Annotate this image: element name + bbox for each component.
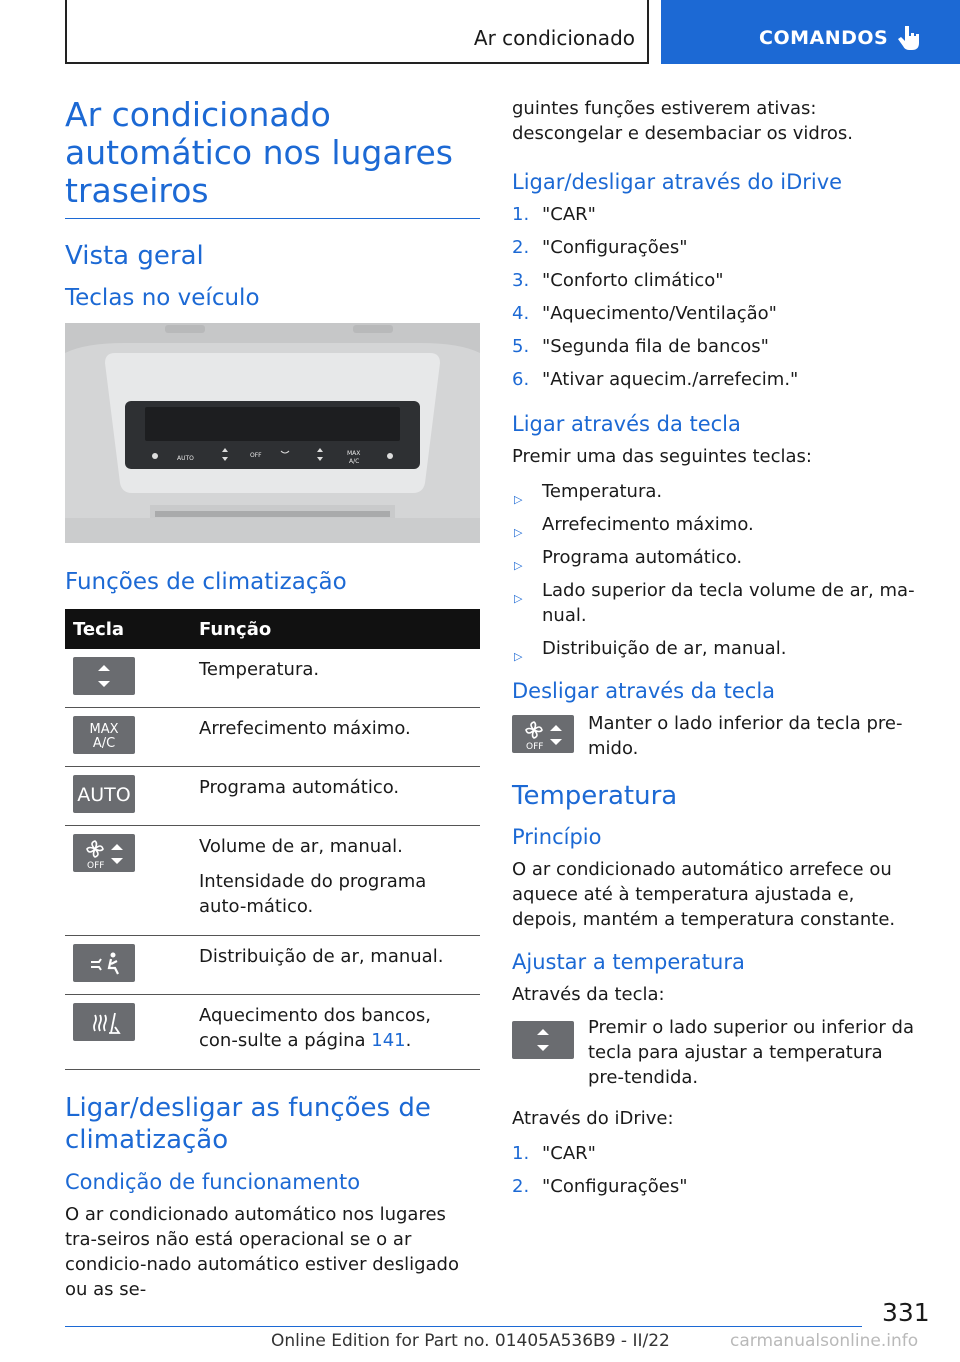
- page-link[interactable]: 141: [371, 1030, 406, 1051]
- adjust-key-row: [512, 1015, 922, 1090]
- list-item: ▷ Arrefecimento máximo.: [514, 514, 754, 539]
- header-section-box: [65, 0, 649, 64]
- key-on-list: [512, 479, 922, 661]
- table-row: [65, 708, 480, 767]
- title-divider: [65, 218, 480, 219]
- principle-heading: Princípio: [512, 825, 602, 849]
- header-chapter-box: [661, 0, 960, 64]
- list-item: ▷ Temperatura.: [514, 481, 663, 506]
- table-row: [65, 936, 480, 995]
- svg-text:OFF: OFF: [250, 452, 262, 459]
- svg-text:MAX: MAX: [89, 722, 119, 737]
- condition-heading: Condição de funcionamento: [65, 1170, 361, 1194]
- key-off-heading: Desligar através da tecla: [512, 679, 776, 703]
- adjust-key-text: Premir o lado superior ou inferior da tecla para ajustar a temperatura pre-tendida.: [588, 1017, 914, 1088]
- condition-text-part1: O ar condicionado automático nos lugares tra-seiros não está operacional se o ar condicio-nado automático estiver desligado ou as se-: [65, 1204, 459, 1300]
- auto-icon: [73, 775, 135, 813]
- svg-text:A/C: A/C: [92, 736, 116, 751]
- key-off-row: [512, 711, 922, 761]
- list-item: 1. "CAR": [512, 1143, 596, 1164]
- function-text: Volume de ar, manual.: [199, 836, 403, 857]
- temperature-arrows-icon: [73, 657, 135, 695]
- header-chapter-title: COMANDOS: [759, 27, 889, 49]
- max-ac-icon: [73, 716, 135, 754]
- table-row: [65, 995, 480, 1070]
- list-item: 2. "Configurações": [512, 1176, 688, 1197]
- watermark: carmanualsonline.info: [730, 1331, 919, 1351]
- climate-functions-heading: Funções de climatização: [65, 569, 347, 595]
- idrive-steps: [512, 202, 922, 392]
- climate-functions-table: [65, 609, 480, 1070]
- left-column: [65, 96, 480, 1302]
- list-item: 6. "Ativar aquecim./arrefecim.": [512, 369, 799, 390]
- air-distribution-icon: [73, 944, 135, 982]
- via-idrive-text: Através do iDrive:: [512, 1108, 674, 1129]
- function-text-secondary: Intensidade do programa auto-mático.: [199, 871, 427, 917]
- list-item: ▷ Programa automático.: [514, 547, 743, 572]
- right-column: [512, 96, 922, 1207]
- function-text: Arrefecimento máximo.: [199, 718, 411, 739]
- footer-divider: [65, 1326, 862, 1327]
- key-off-text: Manter o lado inferior da tecla pre-mido.: [588, 713, 903, 759]
- function-text: Temperatura.: [199, 659, 320, 680]
- column-header-function: Função: [183, 609, 480, 649]
- svg-text:A/C: A/C: [349, 458, 360, 465]
- fan-off-icon: [73, 834, 135, 872]
- principle-text: O ar condicionado automático arrefece ou aquece até à temperatura ajustada e, depois, mantém a temperatura constante.: [512, 859, 896, 930]
- temperature-idrive-steps: [512, 1141, 922, 1199]
- key-on-intro: Premir uma das seguintes teclas:: [512, 446, 812, 467]
- table-row: [65, 826, 480, 936]
- hand-pointer-icon: [897, 24, 923, 52]
- page-title: Ar condicionado automático nos lugares traseiros: [65, 95, 453, 210]
- list-item: ▷ Distribuição de ar, manual.: [514, 638, 787, 663]
- key-on-heading: Ligar através da tecla: [512, 412, 741, 436]
- temperature-heading: Temperatura: [512, 781, 678, 811]
- list-item: 2. "Configurações": [512, 237, 688, 258]
- svg-text:MAX: MAX: [347, 450, 361, 457]
- svg-text:OFF: OFF: [526, 742, 544, 752]
- condition-text-part2: guintes funções estiverem ativas: descongelar e desembaciar os vidros.: [512, 98, 853, 144]
- table-row: [65, 767, 480, 826]
- fan-off-icon: [512, 715, 574, 753]
- function-text: Aquecimento dos bancos, con-sulte a página 141.: [199, 1005, 432, 1051]
- svg-text:AUTO: AUTO: [77, 784, 131, 806]
- seat-heating-icon: [73, 1003, 135, 1041]
- via-key-text: Através da tecla:: [512, 984, 665, 1005]
- keys-in-vehicle-heading: Teclas no veículo: [65, 285, 260, 311]
- table-row: [65, 649, 480, 708]
- overview-heading: Vista geral: [65, 241, 204, 271]
- function-text: Programa automático.: [199, 777, 400, 798]
- on-off-heading: Ligar/desligar as funções de climatização: [65, 1093, 431, 1155]
- list-item: 4. "Aquecimento/Ventilação": [512, 303, 777, 324]
- list-item: ▷ Lado superior da tecla volume de ar, ma-nual.: [514, 580, 915, 626]
- list-item: 5. "Segunda fila de bancos": [512, 336, 769, 357]
- adjust-temperature-heading: Ajustar a temperatura: [512, 950, 745, 974]
- svg-text:OFF: OFF: [87, 861, 105, 871]
- climate-panel-photo: [65, 323, 480, 543]
- header-section-title: Ar condicionado: [473, 26, 635, 50]
- svg-text:AUTO: AUTO: [177, 455, 194, 462]
- function-text: Distribuição de ar, manual.: [199, 946, 444, 967]
- list-item: 3. "Conforto climático": [512, 270, 724, 291]
- temperature-arrows-icon: [512, 1021, 574, 1059]
- page-number: 331: [882, 1298, 930, 1327]
- column-header-key: Tecla: [65, 609, 183, 649]
- footer-edition: Online Edition for Part no. 01405A536B9 - II/22: [271, 1331, 670, 1351]
- idrive-heading: Ligar/desligar através do iDrive: [512, 170, 843, 194]
- list-item: 1. "CAR": [512, 204, 596, 225]
